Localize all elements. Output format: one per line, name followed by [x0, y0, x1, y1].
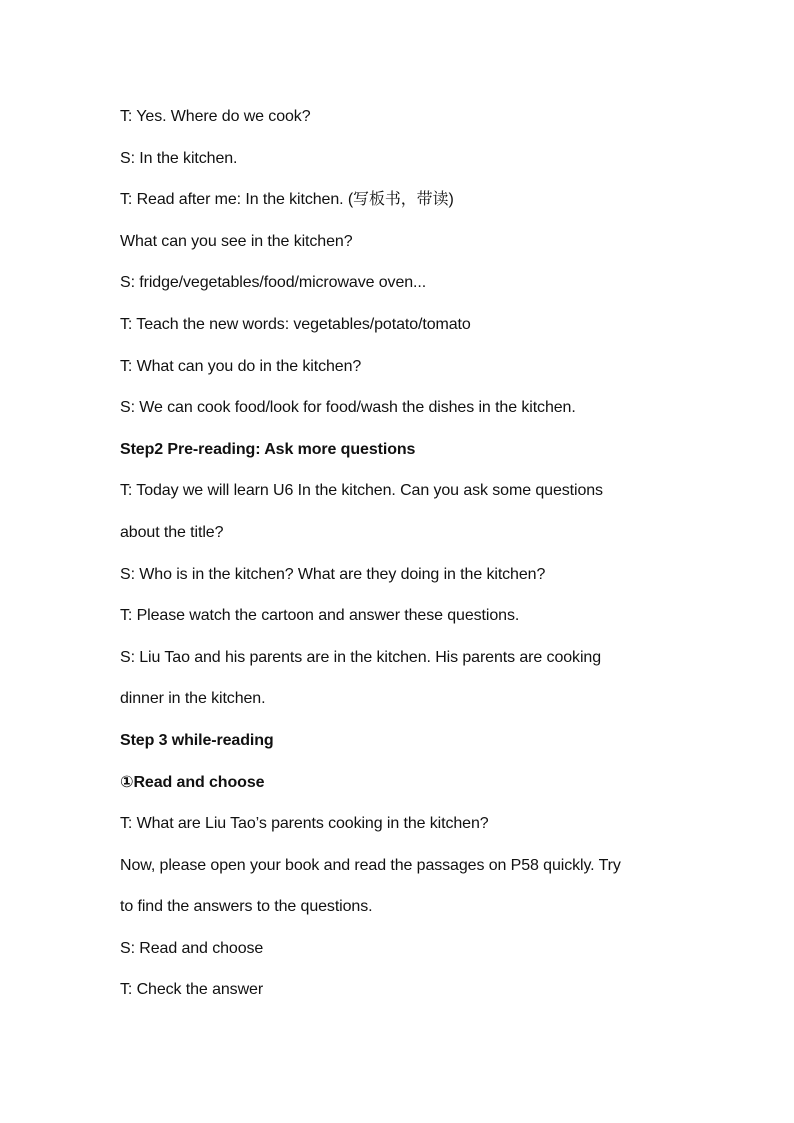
section-heading: Step 3 while-reading [120, 731, 274, 749]
subsection-heading: ①Read and choose [120, 773, 265, 791]
dialogue-line: Now, please open your book and read the passages on P58 quickly. Try [120, 856, 621, 874]
dialogue-line: T: Yes. Where do we cook? [120, 108, 311, 125]
dialogue-line: T: Today we will learn U6 In the kitchen. Can you ask some questions [120, 482, 603, 500]
dialogue-line: S: Liu Tao and his parents are in the kitchen. His parents are cooking [120, 648, 601, 666]
dialogue-line: What can you see in the kitchen? [120, 232, 353, 250]
dialogue-line: about the title? [120, 523, 224, 541]
dialogue-line: S: Who is in the kitchen? What are they doing in the kitchen? [120, 565, 546, 583]
dialogue-line: T: Teach the new words: vegetables/potato/tomato [120, 315, 471, 333]
dialogue-line: T: Please watch the cartoon and answer these questions. [120, 607, 520, 625]
document-body [120, 106, 680, 1021]
dialogue-line: T: What are Liu Tao’s parents cooking in the kitchen? [120, 815, 489, 833]
dialogue-line: S: fridge/vegetables/food/microwave oven... [120, 274, 427, 292]
dialogue-line: T: Check the answer [120, 981, 264, 999]
dialogue-line: T: Read after me: In the kitchen. (写板书，带读) [120, 191, 454, 209]
dialogue-line: to find the answers to the questions. [120, 898, 373, 916]
dialogue-line: S: Read and choose [120, 939, 264, 957]
dialogue-line: dinner in the kitchen. [120, 690, 266, 708]
section-heading: Step2 Pre-reading: Ask more questions [120, 440, 416, 458]
dialogue-line: T: What can you do in the kitchen? [120, 357, 362, 375]
dialogue-line: S: In the kitchen. [120, 149, 238, 167]
dialogue-line: S: We can cook food/look for food/wash the dishes in the kitchen. [120, 399, 576, 417]
